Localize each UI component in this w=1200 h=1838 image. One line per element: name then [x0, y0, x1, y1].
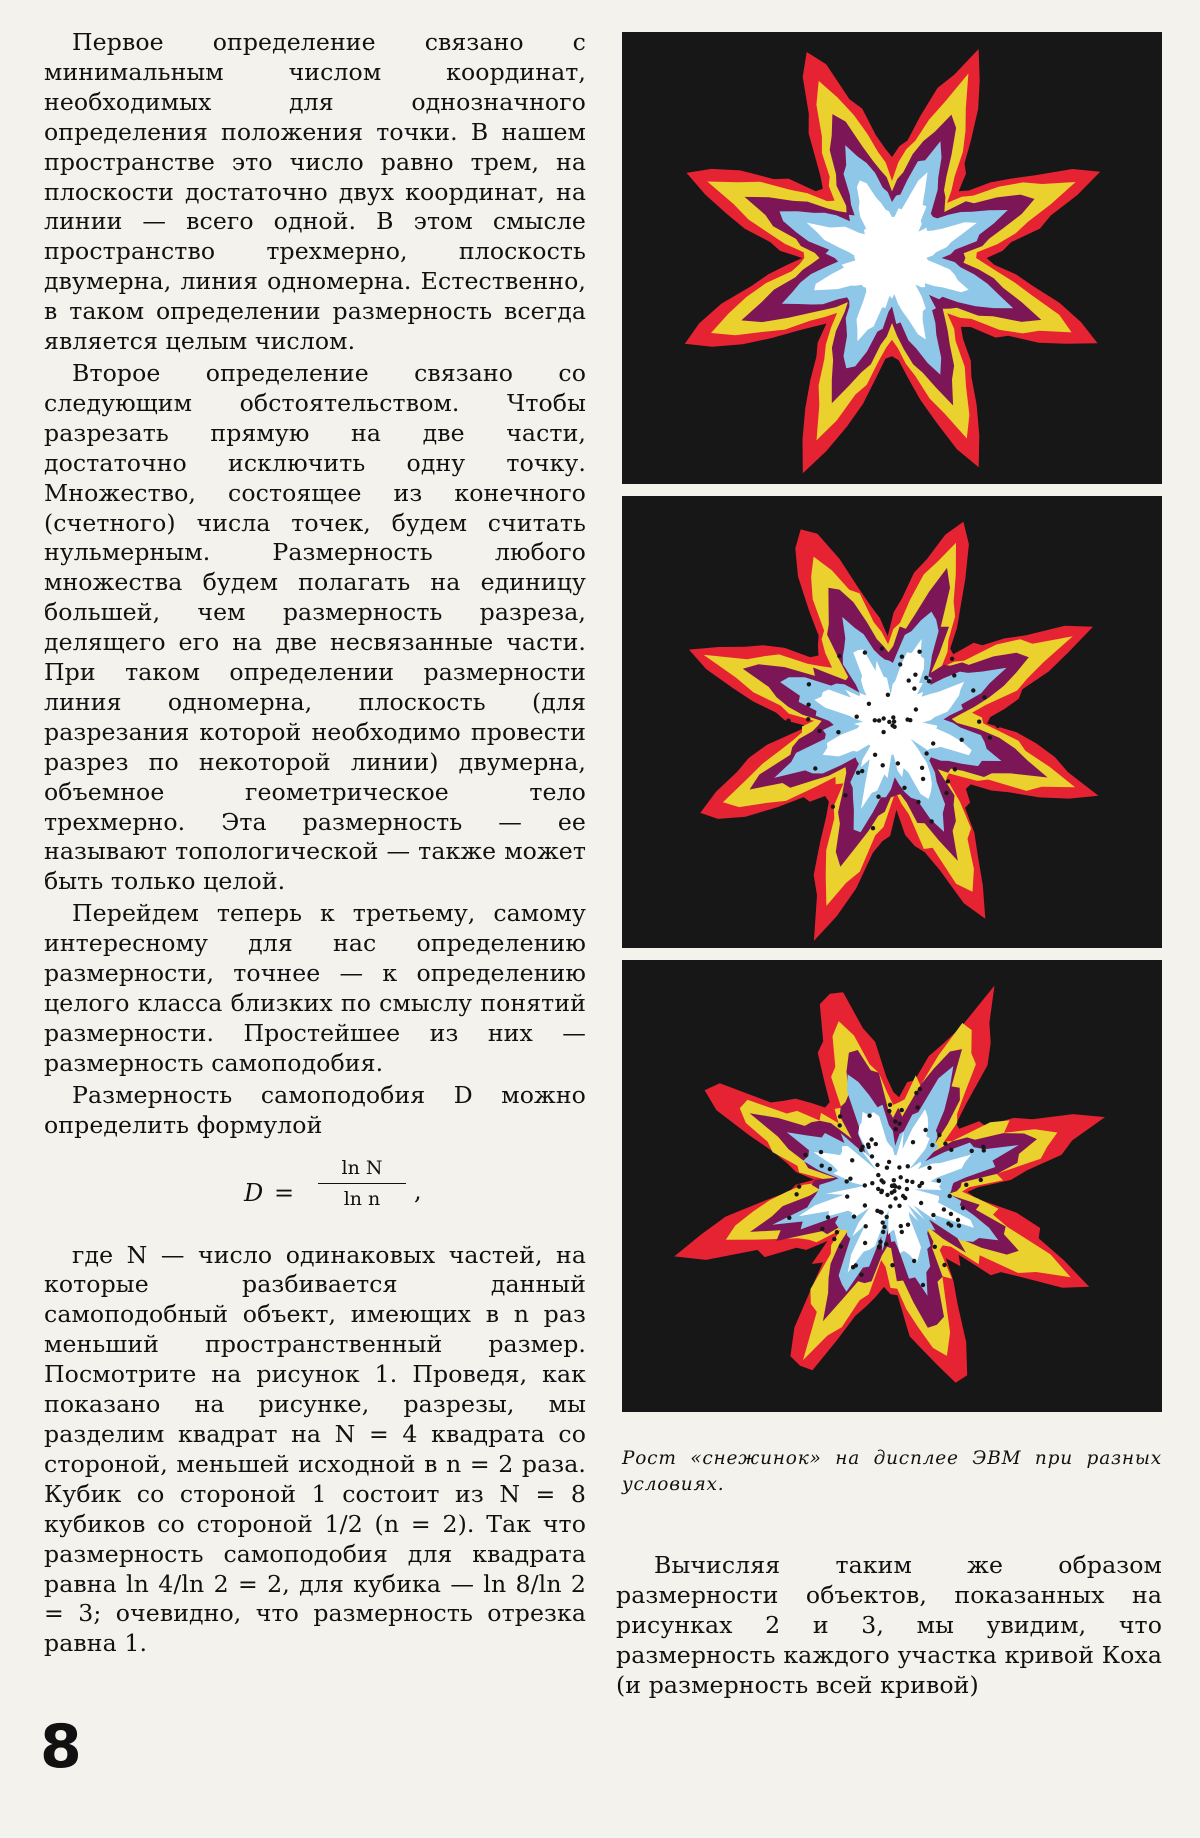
- snowflake-gap-dot: [961, 1206, 965, 1210]
- snowflake-gap-dot: [820, 1164, 824, 1168]
- snowflake-gap-dot: [867, 1114, 871, 1118]
- snowflake-gap-dot: [917, 650, 921, 654]
- snowflake-gap-dot: [817, 729, 821, 733]
- snowflake-gap-dot: [797, 1184, 801, 1188]
- snowflake-gap-dot: [924, 751, 928, 755]
- snowflake-gap-dot: [982, 695, 986, 699]
- snowflake-gap-dot: [929, 819, 933, 823]
- snowflake-gap-dot: [921, 777, 925, 781]
- snowflake-gap-dot: [890, 1184, 894, 1188]
- snowflake-gap-dot: [836, 730, 840, 734]
- snowflake-gap-dot: [897, 1185, 901, 1189]
- formula-lhs: D: [244, 1178, 264, 1207]
- snowflake-gap-dot: [851, 1265, 855, 1269]
- snowflake-gap-dot: [887, 1160, 891, 1164]
- snowflake-gap-dot: [807, 682, 811, 686]
- snowflake-gap-dot: [870, 1154, 874, 1158]
- snowflake-gap-dot: [850, 1158, 854, 1162]
- snowflake-gap-dot: [946, 779, 950, 783]
- snowflake-gap-dot: [837, 654, 841, 658]
- paragraph-1: Первое определение связано с минимальным числом координат, необходимых для однозначного определения положения точки. В нашем пространстве это число равно трем, на плоскости достаточно двух координат, на линии — всего одной. В этом смысле пространство трехмерно, плоскость двумерна, линия одномерна. Естественно, в таком определении размерность всегда является целым числом.: [44, 28, 586, 356]
- snowflake-gap-dot: [880, 646, 884, 650]
- snowflake-gap-dot: [923, 1128, 927, 1132]
- snowflake-gap-dot: [864, 1224, 868, 1228]
- snowflake-gap-dot: [899, 1224, 903, 1228]
- snowflake-gap-dot: [819, 1150, 823, 1154]
- snowflake-gap-dot: [902, 786, 906, 790]
- snowflake-gap-dot: [884, 1242, 888, 1246]
- snowflake-gap-dot: [948, 1194, 952, 1198]
- snowflake-gap-dot: [890, 1191, 894, 1195]
- snowflake-gap-dot: [885, 1215, 889, 1219]
- snowflake-gap-dot: [913, 673, 917, 677]
- snowflake-gap-dot: [876, 1173, 880, 1177]
- snowflake-gap-dot: [886, 693, 890, 697]
- snowflake-gap-dot: [881, 1230, 885, 1234]
- snowflake-gap-dot: [977, 720, 981, 724]
- snowflake-gap-dot: [893, 1196, 897, 1200]
- snowflake-gap-dot: [949, 1212, 953, 1216]
- snowflake-gap-dot: [877, 1245, 881, 1249]
- snowflake-gap-dot: [803, 1153, 807, 1157]
- snowflake-gap-dot: [845, 1194, 849, 1198]
- snowflake-gap-dot: [890, 723, 894, 727]
- snowflake-gap-dot: [859, 1148, 863, 1152]
- snowflake-gap-dot: [920, 766, 924, 770]
- snowflake-gap-dot: [896, 761, 900, 765]
- snowflake-gap-dot: [860, 769, 864, 773]
- snowflake-gap-dot: [838, 1114, 842, 1118]
- snowflake-gap-dot: [891, 715, 895, 719]
- snowflake-gap-dot: [981, 1145, 985, 1149]
- snowflake-gap-dot: [826, 1215, 830, 1219]
- snowflake-gap-dot: [894, 1127, 898, 1131]
- snowflake-gap-dot: [786, 719, 790, 723]
- snowflake-gap-dot: [942, 1263, 946, 1267]
- snowflake-gap-dot: [931, 1213, 935, 1217]
- snowflake-gap-dot: [953, 767, 957, 771]
- snowflake-gap-dot: [963, 1262, 967, 1266]
- snowflake-gap-dot: [877, 718, 881, 722]
- left-column: [44, 28, 586, 1661]
- snowflake-gap-dot: [979, 1178, 983, 1182]
- paragraph-4: Размерность самоподобия D можно определить формулой: [44, 1080, 586, 1139]
- snowflake-gap-dot: [839, 1244, 843, 1248]
- snowflake-gap-dot: [949, 1223, 953, 1227]
- snowflake-gap-dot: [927, 679, 931, 683]
- snowflake-gap-dot: [813, 766, 817, 770]
- snowflake-gap-dot: [910, 1180, 914, 1184]
- snowflake-gap-dot: [905, 1187, 909, 1191]
- snowflake-gap-dot: [856, 771, 860, 775]
- snowflake-gap-dot: [832, 1237, 836, 1241]
- snowflake-gap-dot: [960, 738, 964, 742]
- snowflake-gap-dot: [863, 1241, 867, 1245]
- paragraph-2: Второе определение связано со следующим обстоятельством. Чтобы разрезать прямую на две части, достаточно исключить одну точку. Множество, состоящее из конечного (счетного) числа точек, будем считать нульмерным. Размерность любого множества будем полагать на единицу большей, чем размерность разреза, делящего его на две несвязанные части. При таком определении размерности линия одномерна, плоскость (для разрезания которой необходимо провести разрез по некоторой линии) двумерна, объемное геометрическое тело трехмерно. Эта размерность — ее называют топологической — также может быть только целой.: [44, 358, 586, 896]
- snowflake-image-1: [622, 32, 1162, 484]
- snowflake-gap-dot: [855, 715, 859, 719]
- snowflake-gap-dot: [971, 688, 975, 692]
- snowflake-gap-dot: [852, 1214, 856, 1218]
- paragraph-5: где N — число одинаковых частей, на которые разбивается данный самоподобный объект, имеющих в n раз меньший пространственный размер. Посмотрите на рисунок 1. Проведя, как показано на рисунке, разрезы, мы разделим квадрат на N = 4 квадрата со стороной, меньшей исходной в n = 2 раза. Кубик со стороной 1 состоит из N = 8 кубиков со стороной 1/2 (n = 2). Так что размерность самоподобия для квадрата равна ln 4/ln 2 = 2, для кубика — ln 8/ln 2 = 3; очевидно, что размерность отрезка равна 1.: [44, 1240, 586, 1658]
- snowflake-gap-dot: [835, 1230, 839, 1234]
- snowflake-gap-dot: [920, 1181, 924, 1185]
- formula-numerator: ln N: [341, 1156, 383, 1179]
- snowflake-gap-dot: [942, 1207, 946, 1211]
- snowflake-gap-dot: [905, 717, 909, 721]
- snowflake-gap-dot: [919, 1201, 923, 1205]
- snowflake-gap-dot: [916, 800, 920, 804]
- snowflake-panel-3: [622, 960, 1162, 1412]
- snowflake-gap-dot: [878, 1240, 882, 1244]
- snowflake-gap-dot: [957, 1224, 961, 1228]
- snowflake-gap-dot: [806, 717, 810, 721]
- snowflake-gap-dot: [892, 719, 896, 723]
- snowflake-gap-dot: [988, 735, 992, 739]
- snowflake-gap-dot: [892, 1178, 896, 1182]
- snowflake-gap-dot: [900, 1108, 904, 1112]
- snowflake-gap-dot: [867, 1145, 871, 1149]
- page-number: 8: [40, 1712, 82, 1782]
- snowflake-gap-dot: [845, 1179, 849, 1183]
- fraction-bar: [318, 1183, 406, 1185]
- paragraph-3: Перейдем теперь к третьему, самому интересному для нас определению размерности, точнее — к определению целого класса близких по смыслу понятий размерности. Простейшее из них — размерность самоподобия.: [44, 899, 586, 1077]
- snowflake-gap-dot: [933, 1245, 937, 1249]
- formula-comma: ,: [414, 1176, 422, 1205]
- snowflake-gap-dot: [937, 1179, 941, 1183]
- snowflake-gap-dot: [880, 1189, 884, 1193]
- snowflake-gap-dot: [899, 1175, 903, 1179]
- snowflake-gap-dot: [950, 657, 954, 661]
- snowflake-gap-dot: [882, 716, 886, 720]
- dimension-formula: [44, 1155, 586, 1231]
- snowflake-gap-dot: [881, 1180, 885, 1184]
- snowflake-gap-dot: [881, 730, 885, 734]
- snowflake-gap-dot: [903, 1196, 907, 1200]
- snowflake-gap-dot: [949, 1148, 953, 1152]
- snowflake-gap-dot: [885, 1166, 889, 1170]
- snowflake-gap-dot: [863, 650, 867, 654]
- snowflake-gap-dot: [873, 753, 877, 757]
- snowflake-gap-dot: [820, 1227, 824, 1231]
- snowflake-gap-dot: [900, 655, 904, 659]
- snowflake-gap-dot: [843, 793, 847, 797]
- snowflake-gap-dot: [943, 1142, 947, 1146]
- snowflake-gap-dot: [900, 1230, 904, 1234]
- snowflake-gap-dot: [970, 1149, 974, 1153]
- snowflake-gap-dot: [912, 1259, 916, 1263]
- right-column-text: [616, 1551, 1162, 1703]
- snowflake-gap-dot: [887, 1109, 891, 1113]
- snowflake-panel-2: [622, 496, 1162, 948]
- snowflake-gap-dot: [874, 1142, 878, 1146]
- snowflake-image-3: [622, 960, 1162, 1412]
- snowflake-gap-dot: [848, 1177, 852, 1181]
- snowflake-gap-dot: [873, 718, 877, 722]
- snowflake-gap-dot: [930, 1143, 934, 1147]
- snowflake-gap-dot: [956, 1218, 960, 1222]
- snowflake-gap-dot: [875, 1163, 879, 1167]
- snowflake-gap-dot: [878, 1210, 882, 1214]
- snowflake-gap-dot: [897, 1165, 901, 1169]
- snowflake-gap-dot: [914, 707, 918, 711]
- snowflake-gap-dot: [881, 1220, 885, 1224]
- snowflake-gap-dot: [806, 703, 810, 707]
- snowflake-gap-dot: [787, 1216, 791, 1220]
- snowflake-gap-dot: [897, 1204, 901, 1208]
- snowflake-gap-dot: [905, 1179, 909, 1183]
- snowflake-gap-dot: [897, 1122, 901, 1126]
- snowflake-gap-dot: [937, 1133, 941, 1137]
- snowflake-gap-dot: [794, 1192, 798, 1196]
- snowflake-gap-dot: [888, 1204, 892, 1208]
- snowflake-gap-dot: [881, 763, 885, 767]
- snowflake-gap-dot: [888, 1103, 892, 1107]
- snowflake-gap-dot: [927, 1166, 931, 1170]
- snowflake-gap-dot: [828, 1167, 832, 1171]
- snowflake-gap-dot: [907, 678, 911, 682]
- snowflake-gap-dot: [952, 673, 956, 677]
- formula-fraction: [314, 1155, 410, 1213]
- snowflake-gap-dot: [876, 795, 880, 799]
- snowflake-gap-dot: [944, 791, 948, 795]
- snowflake-gap-dot: [885, 1193, 889, 1197]
- snowflake-gap-dot: [915, 1105, 919, 1109]
- snowflake-gap-dot: [890, 1263, 894, 1267]
- snowflake-gap-dot: [893, 1119, 897, 1123]
- snowflake-gap-dot: [912, 686, 916, 690]
- snowflake-gap-dot: [871, 826, 875, 830]
- snowflake-gap-dot: [859, 1273, 863, 1277]
- snowflake-gap-dot: [911, 1140, 915, 1144]
- snowflake-gap-dot: [838, 1123, 842, 1127]
- snowflake-gap-dot: [918, 1087, 922, 1091]
- snowflake-gap-dot: [869, 1137, 873, 1141]
- snowflake-gap-dot: [898, 662, 902, 666]
- snowflake-image-2: [622, 496, 1162, 948]
- snowflake-gap-dot: [863, 1203, 867, 1207]
- snowflake-gap-dot: [964, 1183, 968, 1187]
- formula-denominator: ln n: [343, 1188, 381, 1211]
- snowflake-gap-dot: [906, 1223, 910, 1227]
- snowflake-gap-dot: [931, 741, 935, 745]
- formula-equals: =: [274, 1178, 295, 1207]
- snowflake-gap-dot: [924, 676, 928, 680]
- snowflake-gap-dot: [887, 720, 891, 724]
- snowflake-panel-1: [622, 32, 1162, 484]
- snowflake-gap-dot: [870, 1181, 874, 1185]
- snowflake-gap-dot: [831, 805, 835, 809]
- snowflake-gap-dot: [914, 1091, 918, 1095]
- snowflake-gap-dot: [906, 1164, 910, 1168]
- snowflake-gap-dot: [882, 1225, 886, 1229]
- figure-caption: Рост «снежинок» на дисплее ЭВМ при разных условиях.: [622, 1448, 1162, 1495]
- snowflake-gap-dot: [863, 1183, 867, 1187]
- snowflake-gap-dot: [867, 702, 871, 706]
- snowflake-gap-dot: [992, 1194, 996, 1198]
- figure: [622, 32, 1162, 1498]
- snowflake-gap-dot: [996, 724, 1000, 728]
- snowflake-gap-dot: [921, 1283, 925, 1287]
- right-paragraph-1: Вычисляя таким же образом размерности объектов, показанных на рисунках 2 и 3, мы увидим, что размерность каждого участка кривой Коха (и размерность всей кривой): [616, 1551, 1162, 1699]
